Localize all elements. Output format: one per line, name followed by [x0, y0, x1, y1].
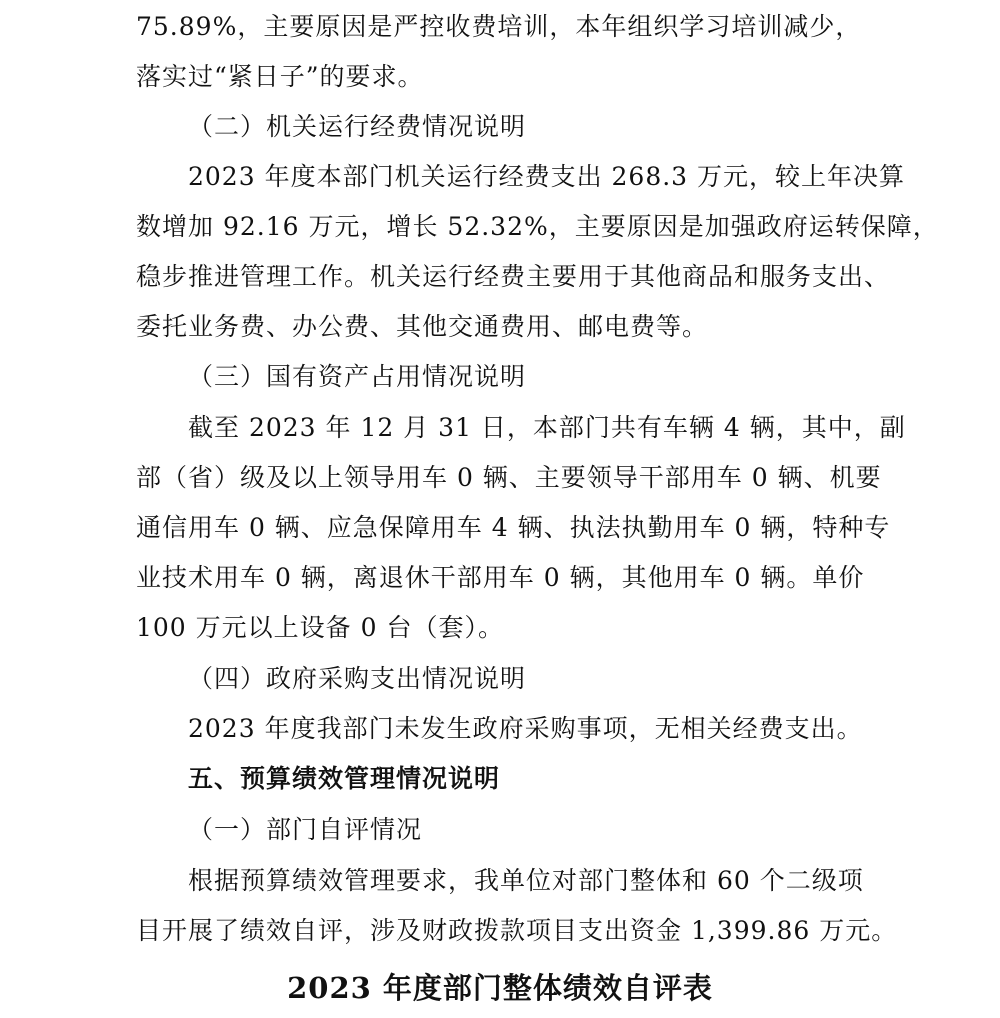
section-heading: 五、预算绩效管理情况说明: [188, 764, 501, 793]
body-text-line: 2023 年度我部门未发生政府采购事项，无相关经费支出。: [188, 714, 863, 743]
table-title: 2023 年度部门整体绩效自评表: [287, 971, 713, 1005]
subsection-heading: （二）机关运行经费情况说明: [188, 112, 527, 141]
body-text-line: 目开展了绩效自评，涉及财政拨款项目支出资金 1,399.86 万元。: [136, 916, 898, 945]
body-text-line: 根据预算绩效管理要求，我单位对部门整体和 60 个二级项: [188, 866, 864, 895]
subsection-heading: （一）部门自评情况: [188, 815, 423, 844]
body-text-line: 落实过“紧日子”的要求。: [136, 62, 424, 91]
body-text-line: 截至 2023 年 12 月 31 日，本部门共有车辆 4 辆，其中，副: [188, 413, 906, 442]
body-text-line: 稳步推进管理工作。机关运行经费主要用于其他商品和服务支出、: [136, 262, 891, 291]
body-text-line: 部（省）级及以上领导用车 0 辆、主要领导干部用车 0 辆、机要: [136, 463, 882, 492]
body-text-line: 委托业务费、办公费、其他交通费用、邮电费等。: [136, 312, 709, 341]
subsection-heading: （三）国有资产占用情况说明: [188, 362, 527, 391]
body-text-line: 100 万元以上设备 0 台（套）。: [136, 613, 504, 642]
body-text-line: 75.89%，主要原因是严控收费培训，本年组织学习培训减少，: [136, 12, 862, 41]
body-text-line: 2023 年度本部门机关运行经费支出 268.3 万元，较上年决算: [188, 162, 906, 191]
body-text-line: 业技术用车 0 辆，离退休干部用车 0 辆，其他用车 0 辆。单价: [136, 563, 865, 592]
body-text-line: 通信用车 0 辆、应急保障用车 4 辆、执法执勤用车 0 辆，特种专: [136, 513, 891, 542]
subsection-heading: （四）政府采购支出情况说明: [188, 664, 527, 693]
body-text-line: 数增加 92.16 万元，增长 52.32%，主要原因是加强政府运转保障，: [136, 212, 939, 241]
